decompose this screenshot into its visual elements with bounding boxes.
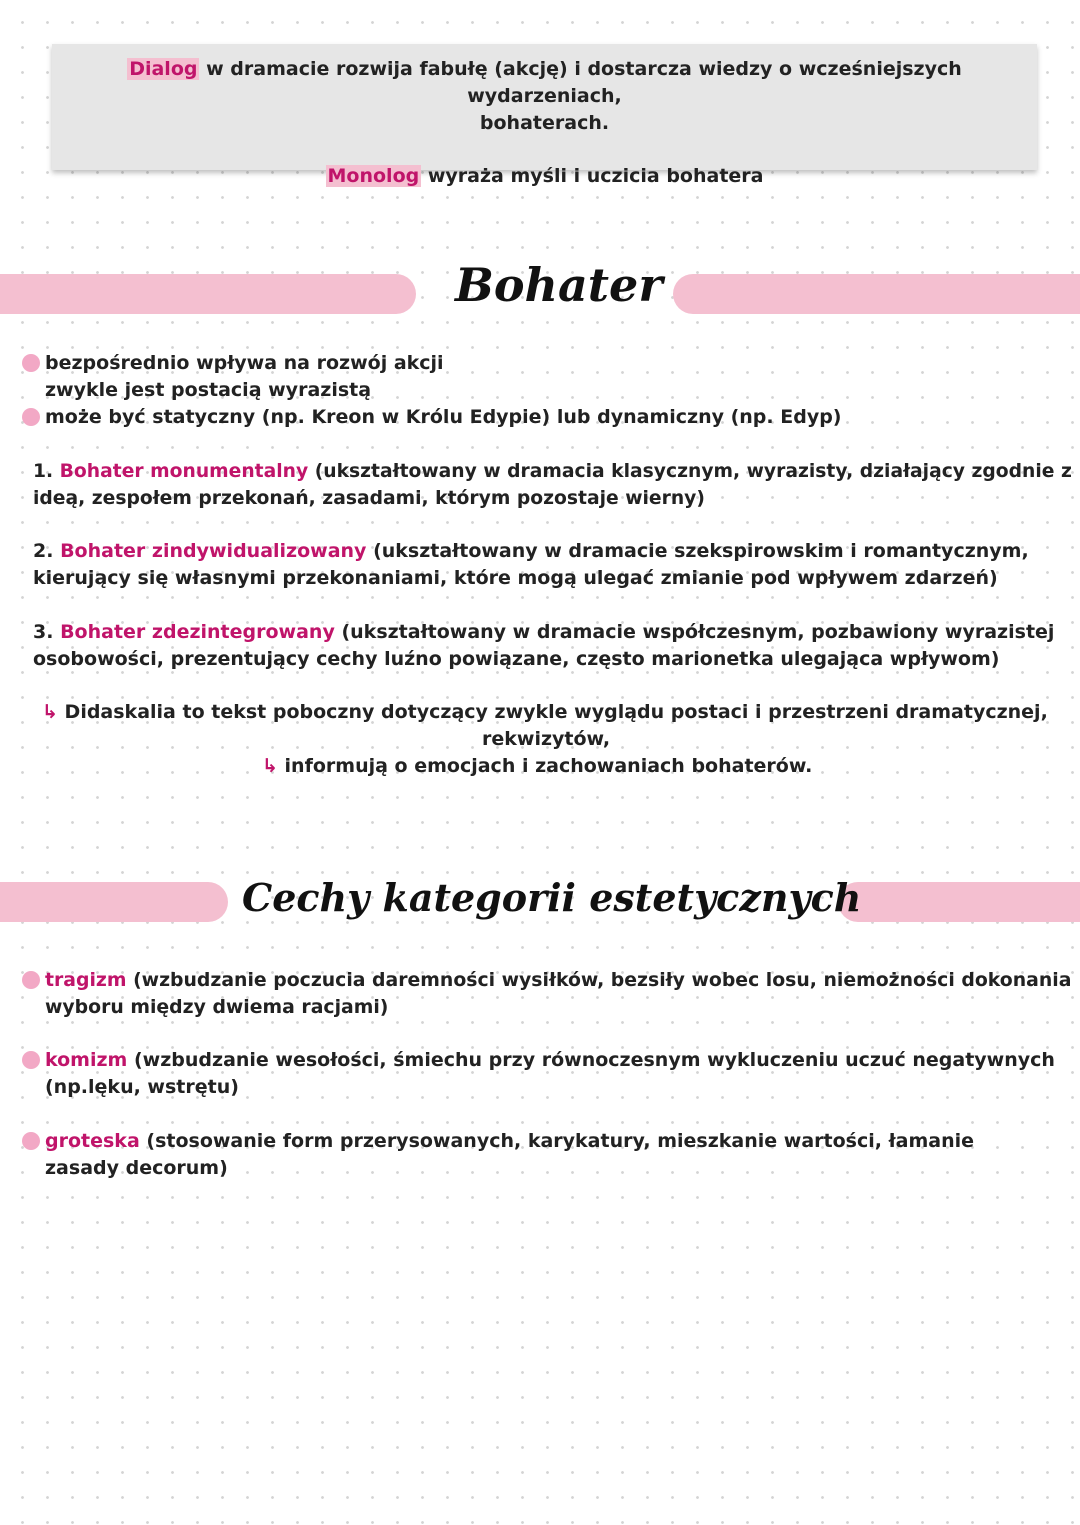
bullet-dot bbox=[22, 408, 40, 426]
aesthetic-desc: (wzbudzanie poczucia daremności wysiłków, bezsiły wobec losu, niemożności dokonania bbox=[133, 969, 1072, 991]
aesthetic-item-groteska bbox=[45, 1128, 974, 1182]
arrow-icon: ↳ bbox=[262, 755, 278, 777]
hero-type-number: 2. bbox=[33, 540, 54, 562]
monolog-term: Monolog bbox=[327, 165, 420, 187]
hero-type-1 bbox=[33, 458, 1072, 512]
aesthetic-desc: (wzbudzanie wesołości, śmiechu przy równoczesnym wykluczeniu uczuć negatywnych bbox=[133, 1049, 1055, 1071]
bohater-bullet-3: może być statyczny (np. Kreon w Królu Edypie) lub dynamiczny (np. Edyp) bbox=[45, 406, 842, 428]
didaskalia-text-3: informują o emocjach i zachowaniach bohaterów. bbox=[284, 755, 813, 777]
dialog-definition bbox=[52, 56, 1037, 137]
hero-type-desc: (ukształtowany w dramacie szekspirowskim i romantycznym, bbox=[373, 540, 1029, 562]
bohater-bullet-2: zwykle jest postacią wyrazistą bbox=[45, 379, 372, 401]
hero-type-desc-2: ideą, zespołem przekonań, zasadami, którym pozostaje wierny) bbox=[33, 487, 705, 509]
heading-band-right bbox=[673, 274, 1080, 314]
bullet-dot bbox=[22, 1051, 40, 1069]
hero-type-3 bbox=[33, 619, 1054, 673]
aesthetic-desc-2: wyboru między dwiema racjami) bbox=[45, 996, 389, 1018]
hero-type-term: Bohater monumentalny bbox=[59, 460, 309, 482]
aesthetic-item-komizm bbox=[45, 1047, 1055, 1101]
hero-type-desc-2: osobowości, prezentujący cechy luźno powiązane, często marionetka ulegająca wpływom) bbox=[33, 648, 1000, 670]
aesthetic-item-tragizm bbox=[45, 967, 1071, 1021]
definition-box bbox=[52, 44, 1037, 187]
hero-type-desc: (ukształtowany w dramacie współczesnym, pozbawiony wyrazistej bbox=[341, 621, 1055, 643]
hero-type-desc-2: kierujący się własnymi przekonaniami, które mogą ulegać zmianie pod wpływem zdarzeń) bbox=[33, 567, 998, 589]
hero-type-desc: (ukształtowany w dramacia klasycznym, wyrazisty, działający zgodnie z bbox=[314, 460, 1072, 482]
didaskalia-line-3 bbox=[262, 753, 812, 780]
section-title-cechy: Cechy kategorii estetycznych bbox=[242, 875, 862, 920]
aesthetic-term: komizm bbox=[45, 1049, 128, 1071]
didaskalia-text-2: rekwizytów, bbox=[482, 728, 611, 750]
section-title-bohater: Bohater bbox=[455, 258, 663, 312]
hero-type-term: Bohater zindywidualizowany bbox=[60, 540, 367, 562]
didaskalia-line-1 bbox=[42, 699, 1048, 726]
heading-band-right bbox=[838, 882, 1080, 922]
dialog-text-2: bohaterach. bbox=[479, 112, 610, 134]
aesthetic-desc: (stosowanie form przerysowanych, karykatury, mieszkanie wartości, łamanie bbox=[146, 1130, 975, 1152]
dialog-term: Dialog bbox=[129, 58, 198, 80]
heading-band-left bbox=[0, 882, 228, 922]
bullet-dot bbox=[22, 1132, 40, 1150]
aesthetic-desc-2: zasady decorum) bbox=[45, 1157, 228, 1179]
bohater-bullet-1: bezpośrednio wpływa na rozwój akcji bbox=[45, 352, 444, 374]
monolog-definition bbox=[52, 163, 1037, 190]
aesthetic-term: groteska bbox=[45, 1130, 140, 1152]
dialog-text-1: w dramacie rozwija fabułę (akcję) i dostarcza wiedzy o wcześniejszych wydarzeniach, bbox=[206, 58, 962, 107]
hero-type-2 bbox=[33, 538, 1029, 592]
aesthetic-term: tragizm bbox=[45, 969, 127, 991]
aesthetic-desc-2: (np.lęku, wstrętu) bbox=[45, 1076, 239, 1098]
arrow-icon: ↳ bbox=[42, 701, 58, 723]
hero-type-term: Bohater zdezintegrowany bbox=[60, 621, 335, 643]
bullet-dot bbox=[22, 971, 40, 989]
hero-type-number: 1. bbox=[33, 460, 54, 482]
bullet-dot bbox=[22, 354, 40, 372]
hero-type-number: 3. bbox=[33, 621, 54, 643]
heading-band-left bbox=[0, 274, 416, 314]
monolog-text: wyraża myśli i uczicia bohatera bbox=[427, 165, 764, 187]
didaskalia-text-1: Didaskalia to tekst poboczny dotyczący zwykle wyglądu postaci i przestrzeni dramatycznej, bbox=[64, 701, 1048, 723]
